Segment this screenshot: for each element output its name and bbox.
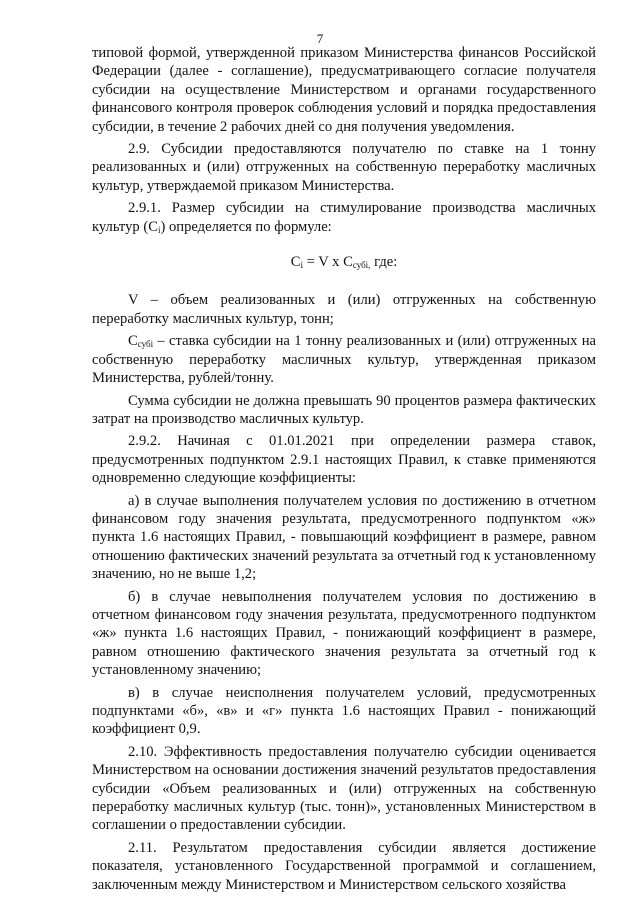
paragraph-2-10: 2.10. Эффективность предоставления получателю субсидии оценивается Министерством на основании достижения значений результатов предоставления субсидии «Объем реализованных и (или) отгруженных на собственную переработку масличных культур (тыс. тонн)», установленных Министерством в соглашении о предоставлении субсидии. xyxy=(92,743,596,834)
formula-rhs-subscript: субi, xyxy=(352,260,371,271)
formula-lhs: С xyxy=(290,254,301,271)
definition-volume: V – объем реализованных и (или) отгруженных на собственную переработку масличных культур, тонн; xyxy=(92,292,596,327)
list-item-b: б) в случае невыполнения получателем условия по достижению в отчетном финансовом году значения результата, предусмотренного подпунктом «ж» пункта 1.6 настоящих Правил, - понижающий коэффициент в размере, равном отношению фактического значения результата за отчетный год к установленному значению; xyxy=(92,588,596,679)
paragraph-limit: Сумма субсидии не должна превышать 90 процентов размера фактических затрат на производство масличных культур. xyxy=(92,392,596,427)
definition-rate xyxy=(92,332,596,387)
list-item-a: а) в случае выполнения получателем условия по достижению в отчетном финансовом году значения результата, предусмотренного подпунктом «ж» пункта 1.6 настоящих Правил, - повышающий коэффициент в размере, равном отношению фактических значений результата за отчетный год к установленному значению, но не выше 1,2; xyxy=(92,492,596,583)
paragraph-2-9-1 xyxy=(92,199,596,236)
text-segment: – ставка субсидии на 1 тонну реализованных и (или) отгруженных на собственную переработку масличных культур, утвержденная приказом Министерства, рублей/тонну. xyxy=(92,333,596,387)
subscript: i xyxy=(157,224,161,235)
formula-lhs-subscript: i xyxy=(300,260,303,271)
formula-equals: = V х С xyxy=(302,254,353,271)
paragraph-continuation: типовой формой, утвержденной приказом Министерства финансов Российской Федерации (далее - соглашение), предусматривающего согласие получателя субсидии на осуществление Министерством и органами государственного финансового контроля проверок соблюдения условий и порядка предоставления субсидии, в течение 2 рабочих дней со дня получения уведомления. xyxy=(92,45,596,135)
formula xyxy=(92,253,596,271)
text-segment: ) определяется по формуле: xyxy=(160,218,332,235)
paragraph-2-11: 2.11. Результатом предоставления субсидии является достижение показателя, установленного Государственной программой и соглашением, заключенным между Министерством и Министерством сельского хозяйства xyxy=(92,839,596,893)
page-number: 7 xyxy=(316,31,324,46)
paragraph-2-9-2: 2.9.2. Начиная с 01.01.2021 при определении размера ставок, предусмотренных подпунктом 2.9.1 настоящих Правил, к ставке применяются одновременно следующие коэффициенты: xyxy=(92,433,596,487)
document-body xyxy=(92,44,596,894)
paragraph-2-9: 2.9. Субсидии предоставляются получателю по ставке на 1 тонну реализованных и (или) отгруженных на собственную переработку масличных культур, утверждаемой приказом Министерства. xyxy=(92,141,596,194)
subscript: субi xyxy=(137,339,154,350)
text-segment: 2.9.1. Размер субсидии на стимулирование производства масличных культур (С xyxy=(92,200,596,235)
list-item-v: в) в случае неисполнения получателем условий, предусмотренных подпунктами «б», «в» и «г» пункта 1.6 настоящих Правил - понижающий коэффициент 0,9. xyxy=(92,684,596,738)
formula-tail: где: xyxy=(370,254,398,271)
text-segment: С xyxy=(128,333,138,350)
